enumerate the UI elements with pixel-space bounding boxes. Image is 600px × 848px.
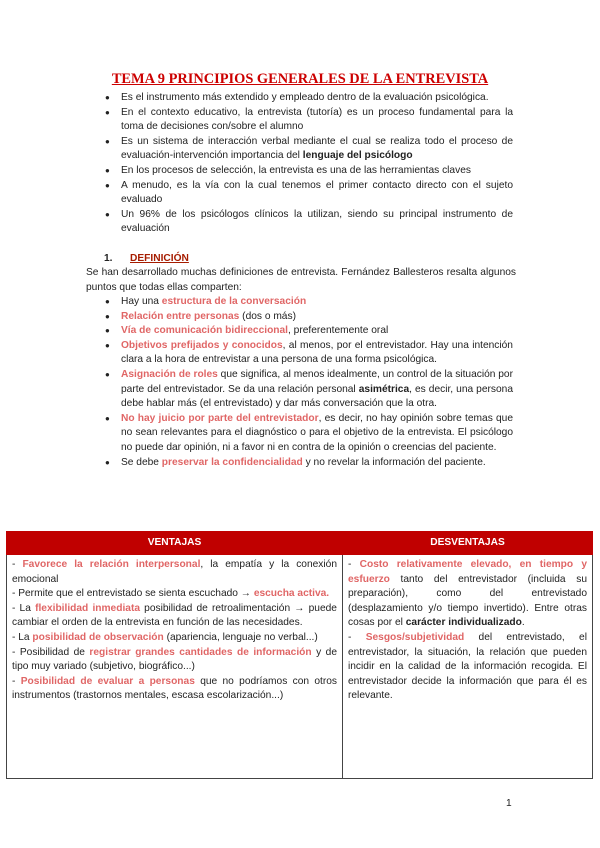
list-item: ● Asignación de roles que significa, al menos idealmente, un control de la situación por parte del entrevistador. Se da una relación personal asimétrica, es decir, una persona debe hablar más (el entrevistado) y dar más conversación que la otra. — [121, 368, 513, 412]
list-item: ● Hay una estructura de la conversación — [121, 295, 513, 310]
intro-bullet-list — [121, 91, 513, 237]
list-item: ● A menudo, es la vía con la cual tenemos el primer contacto directo con el sujeto evaluado — [121, 179, 513, 208]
list-item: ● Es el instrumento más extendido y empleado dentro de la evaluación psicológica. — [121, 91, 513, 106]
list-item: ● En los procesos de selección, la entrevista es una de las herramientas claves — [121, 164, 513, 179]
ventaja-item: - Permite que el entrevistado se sienta escuchado → escucha activa. — [12, 588, 330, 600]
ventaja-item: - Posibilidad de evaluar a personas que no podríamos con otros instrumentos (trastornos mentales, escasa escolarización...) — [12, 675, 337, 702]
section-heading — [104, 252, 189, 267]
section-intro-paragraph: Se han desarrollado muchas definiciones de entrevista. Fernández Ballesteros resalta algunos puntos que todas ellas comparten: — [86, 267, 516, 293]
list-item: ● Es un sistema de interacción verbal mediante el cual se realiza todo el proceso de evaluación-intervención importancia del lenguaje del psicólogo — [121, 135, 513, 164]
ventajas-cell — [7, 555, 343, 779]
header-ventajas: VENTAJAS — [7, 532, 343, 555]
list-item: ● Vía de comunicación bidireccional, preferentemente oral — [121, 324, 513, 339]
ventaja-item: - La posibilidad de observación (apariencia, lenguaje no verbal...) — [12, 631, 318, 643]
section-number: 1. — [104, 253, 113, 264]
desventaja-item: - Costo relativamente elevado, en tiempo y esfuerzo tanto del entrevistador (incluida su preparación), como del entrevistado (desplazamiento y/o tiempo invertido). Entre otras cosas por el carácter individualizado. — [348, 559, 587, 629]
header-desventajas: DESVENTAJAS — [343, 532, 593, 555]
page-title: TEMA 9 PRINCIPIOS GENERALES DE LA ENTREVISTA — [111, 71, 489, 87]
list-item: ● No hay juicio por parte del entrevistador, es decir, no hay opinión sobre temas que no sean relevantes para el diagnóstico o para el objetivo de la entrevista. El psicólogo no puede dar opinión, ni a favor ni en contra de la opinión o creencias del paciente. — [121, 412, 513, 456]
desventaja-item: - Sesgos/subjetividad del entrevistado, el entrevistador, la situación, la relación que pueden incidir en la calidad de la información recogida. El entrevistador decide la información que para él es relevante. — [348, 631, 587, 702]
ventaja-item: - Posibilidad de registrar grandes cantidades de información y de tipo muy variado (subjetivo, biográfico...) — [12, 646, 337, 673]
list-item: ● Un 96% de los psicólogos clínicos la utilizan, siendo su principal instrumento de evaluación — [121, 208, 513, 237]
ventaja-item: - Favorece la relación interpersonal, la empatía y la conexión emocional — [12, 559, 337, 585]
list-item: ● En el contexto educativo, la entrevista (tutoría) es un proceso fundamental para la toma de decisiones con/sobre el alumno — [121, 106, 513, 135]
pros-cons-table — [6, 531, 593, 779]
section-title: DEFINICIÓN — [130, 253, 189, 264]
list-item: ● Se debe preservar la confidencialidad y no revelar la información del paciente. — [121, 456, 513, 471]
list-item: ● Relación entre personas (dos o más) — [121, 310, 513, 325]
definition-bullet-list — [121, 295, 513, 470]
desventajas-cell — [343, 555, 593, 779]
list-item: ● Objetivos prefijados y conocidos, al menos, por el entrevistador. Hay una intención clara a la hora de entrevistar a una persona de una forma psicológica. — [121, 339, 513, 368]
page-number: 1 — [506, 798, 512, 809]
ventaja-item: - La flexibilidad inmediata posibilidad de retroalimentación → puede cambiar el orden de la entrevista en función de las necesidades. — [12, 602, 337, 629]
